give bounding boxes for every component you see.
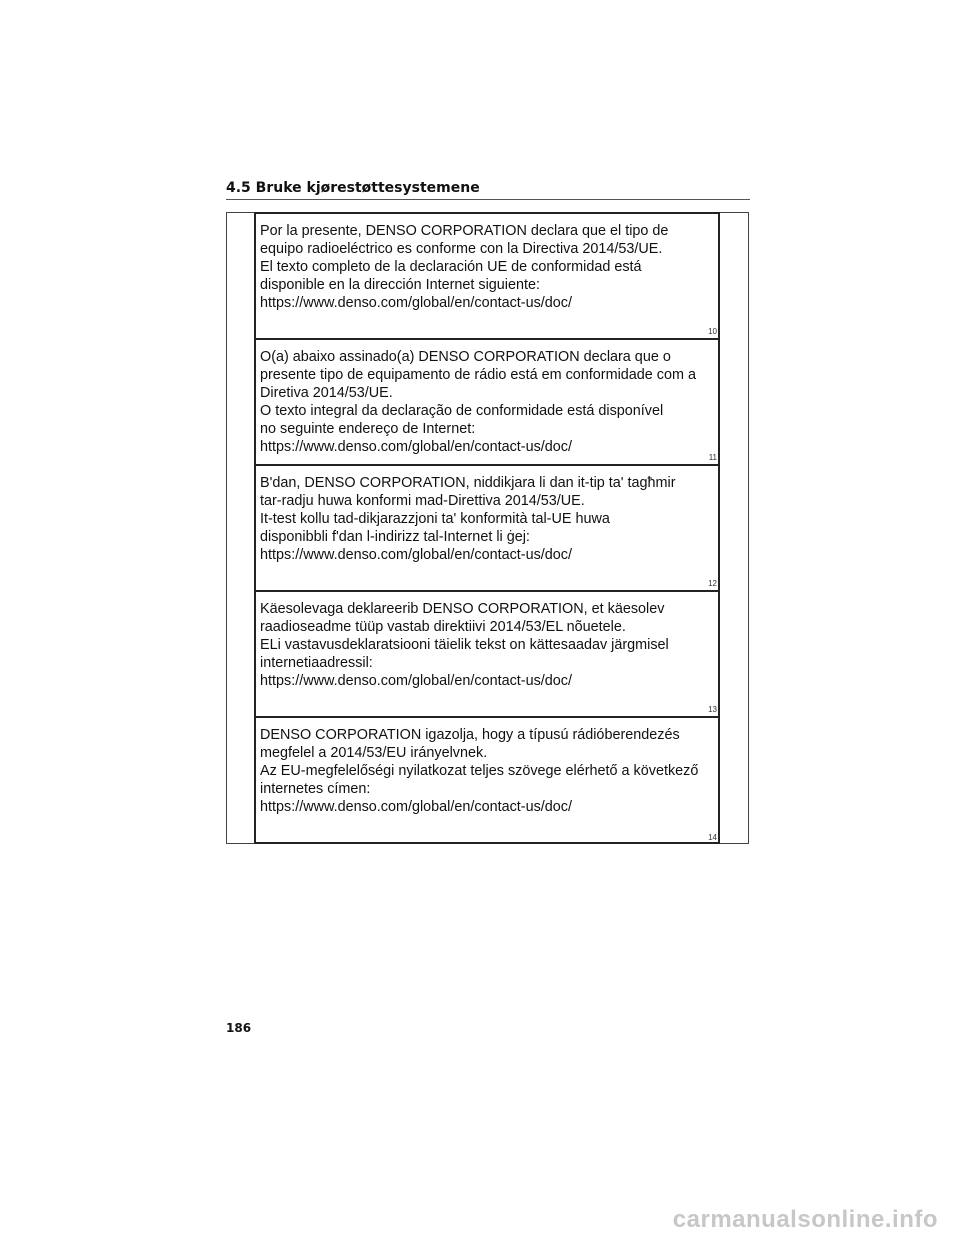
declaration-number: 13	[708, 705, 717, 714]
declaration-line: internetiaadressil:	[260, 655, 373, 671]
declaration-line: Az EU-megfelelőségi nyilatkozat teljes szövege elérhető a következő	[260, 763, 699, 779]
declaration-line: megfelel a 2014/53/EU irányelvnek.	[260, 745, 488, 761]
declaration-line: Diretiva 2014/53/UE.	[260, 385, 393, 401]
section-title: 4.5 Bruke kjørestøttesystemene	[226, 180, 750, 200]
declaration-line: Por la presente, DENSO CORPORATION declara que el tipo de	[260, 223, 669, 239]
declaration-line: B'dan, DENSO CORPORATION, niddikjara li dan it-tip ta' tagħmir	[260, 475, 676, 491]
declaration-block-hungarian	[256, 718, 718, 844]
declaration-line: no seguinte endereço de Internet:	[260, 421, 476, 437]
watermark-text: carmanualsonline.info	[672, 1206, 938, 1233]
declaration-number: 11	[708, 453, 717, 462]
declaration-line: equipo radioeléctrico es conforme con la Directiva 2014/53/UE.	[260, 241, 663, 257]
declaration-url: https://www.denso.com/global/en/contact-us/doc/	[260, 295, 572, 311]
declaration-number: 12	[708, 579, 717, 588]
declaration-line: disponible en la dirección Internet siguiente:	[260, 277, 540, 293]
declaration-line: tar-radju huwa konformi mad-Direttiva 2014/53/UE.	[260, 493, 585, 509]
declaration-line: El texto completo de la declaración UE de conformidad está	[260, 259, 642, 275]
declaration-line: DENSO CORPORATION igazolja, hogy a típusú rádióberendezés	[260, 727, 680, 743]
declaration-line: raadioseadme tüüp vastab direktiivi 2014/53/EL nõuetele.	[260, 619, 626, 635]
declaration-url: https://www.denso.com/global/en/contact-us/doc/	[260, 799, 572, 815]
declaration-line: It-test kollu tad-dikjarazzjoni ta' konformità tal-UE huwa	[260, 511, 610, 527]
declaration-line: presente tipo de equipamento de rádio está em conformidade com a	[260, 367, 696, 383]
declaration-line: ELi vastavusdeklaratsiooni täielik tekst on kättesaadav järgmisel	[260, 637, 669, 653]
declaration-line: Käesolevaga deklareerib DENSO CORPORATION, et käesolev	[260, 601, 665, 617]
declarations-table	[254, 212, 720, 844]
declaration-number: 14	[708, 833, 717, 842]
declaration-line: disponibbli f'dan l-indirizz tal-Internet li ġej:	[260, 529, 530, 545]
declaration-block-maltese	[256, 466, 718, 592]
declaration-url: https://www.denso.com/global/en/contact-us/doc/	[260, 547, 572, 563]
declaration-line: O(a) abaixo assinado(a) DENSO CORPORATION declara que o	[260, 349, 671, 365]
declaration-line: internetes címen:	[260, 781, 371, 797]
declaration-number: 10	[708, 327, 717, 336]
declaration-block-spanish	[256, 214, 718, 340]
declaration-block-estonian	[256, 592, 718, 718]
declaration-url: https://www.denso.com/global/en/contact-us/doc/	[260, 439, 572, 455]
declaration-line: O texto integral da declaração de conformidade está disponível	[260, 403, 664, 419]
page-number: 186	[226, 1021, 252, 1035]
declaration-url: https://www.denso.com/global/en/contact-us/doc/	[260, 673, 572, 689]
declaration-block-portuguese	[256, 340, 718, 466]
